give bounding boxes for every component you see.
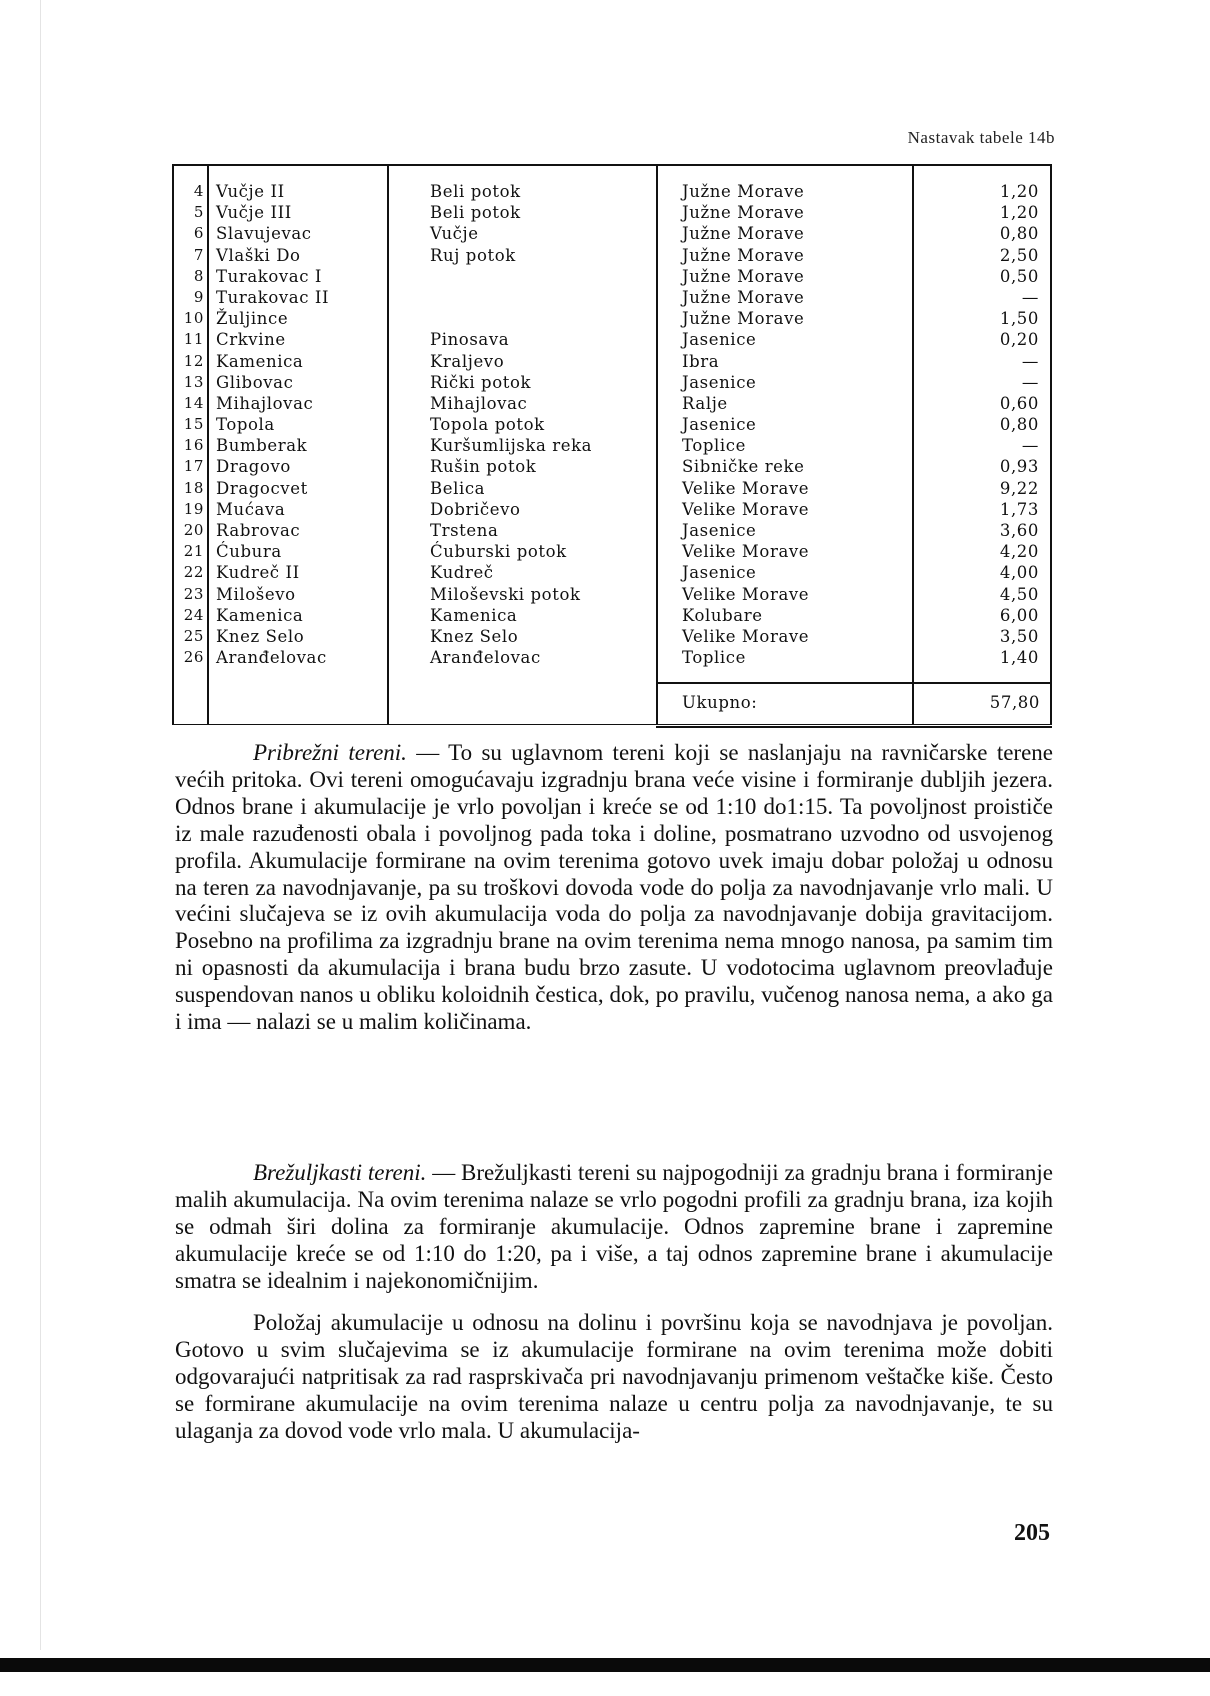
- basin-name: Južne Morave: [682, 224, 805, 244]
- reservoir-name: Rabrovac: [216, 521, 301, 540]
- table-row: [172, 266, 1052, 287]
- row-number: 10: [183, 309, 204, 328]
- row-number: 9: [193, 287, 204, 306]
- basin-name: Jasenice: [682, 372, 757, 392]
- volume-value: 4,00: [999, 563, 1039, 583]
- volume-value: 3,50: [999, 626, 1039, 646]
- row-number: 21: [183, 542, 204, 561]
- scan-edge-bar: [0, 1658, 1210, 1672]
- stream-name: Ruj potok: [430, 245, 516, 265]
- reservoir-name: Topola: [216, 415, 275, 435]
- volume-value: 0,80: [999, 415, 1039, 435]
- stream-name: Beli potok: [430, 182, 521, 201]
- table-row: [172, 329, 1052, 350]
- table-row: [172, 393, 1052, 414]
- basin-name: Kolubare: [682, 605, 763, 625]
- volume-value: 0,50: [999, 266, 1039, 286]
- volume-value: 1,20: [999, 203, 1039, 223]
- stream-name: Trstena: [430, 521, 499, 540]
- basin-name: Velike Morave: [682, 499, 810, 519]
- volume-value: 0,93: [999, 457, 1039, 477]
- stream-name: Pinosava: [430, 330, 510, 350]
- row-number: 14: [183, 393, 204, 412]
- row-number: 12: [183, 351, 204, 370]
- row-number: 20: [183, 521, 204, 539]
- table-row: [172, 499, 1052, 520]
- scan-margin-line: [40, 0, 41, 1650]
- stream-name: Belica: [430, 478, 486, 498]
- volume-value: 9,22: [999, 478, 1039, 498]
- reservoir-name: Žuljince: [216, 309, 289, 329]
- paragraph-heading: Pribrežni tereni.: [253, 740, 407, 765]
- row-number: 6: [193, 224, 204, 243]
- volume-value: 6,00: [999, 605, 1039, 625]
- table-continuation-note: Nastavak tabele 14b: [907, 128, 1055, 147]
- row-number: 4: [193, 182, 204, 200]
- row-number: 16: [183, 436, 204, 455]
- reservoir-name: Vučje III: [216, 203, 292, 223]
- basin-name: Velike Morave: [682, 626, 810, 646]
- paragraph-polozaj: [175, 1310, 1053, 1445]
- basin-name: Jasenice: [682, 521, 757, 540]
- row-number: 5: [193, 203, 204, 222]
- stream-name: Kuršumlijska reka: [430, 436, 593, 456]
- table-total-row: [656, 682, 1052, 728]
- basin-name: Sibničke reke: [682, 457, 805, 477]
- basin-name: Ibra: [682, 351, 720, 371]
- page-number: 205: [1014, 1520, 1050, 1546]
- reservoir-name: Aranđelovac: [216, 648, 327, 668]
- table-body: [172, 181, 1052, 668]
- table-row: [172, 287, 1052, 308]
- basin-name: Ralje: [682, 393, 728, 413]
- volume-value: 3,60: [999, 521, 1039, 540]
- paragraph-heading: Brežuljkasti tereni.: [253, 1160, 427, 1185]
- paragraph-pribrezni: [175, 740, 1053, 1036]
- basin-name: Toplice: [682, 436, 746, 456]
- row-number: 23: [183, 584, 204, 603]
- reservoir-name: Glibovac: [216, 372, 294, 392]
- basin-name: Velike Morave: [682, 584, 810, 604]
- volume-value: 0,60: [999, 393, 1039, 413]
- row-number: 19: [183, 499, 204, 518]
- table-row: [172, 605, 1052, 626]
- reservoir-name: Dragocvet: [216, 478, 308, 498]
- paragraph-text: — To su uglavnom tereni koji se naslanjaju na ravničarske terene većih pritoka. Ovi tereni omogućavaju izgradnju brana veće visine i formiranje dubljih jezera. Odnos brane i akumulacije je vrlo povoljan i kreće se od 1:10 do1:15. Ta povoljnost proističe iz male razuđenosti obala i povoljnog pada toka i doline, posmatrano uzvodno od usvojenog profila. Akumulacije formirane na ovim terenima gotovo uvek imaju dobar položaj u odnosu na teren za navodnjavanje, pa su troškovi dovoda vode do polja za navodnjavanje vrlo mali. U većini slučajeva se iz ovih akumulacija voda do polja za navodnjavanje dobija gravitacijom. Posebno na profilima za izgradnju brane na ovim terenima nema mnogo nanosa, pa samim tim ni opasnosti da akumulacija i brana budu brzo zasute. U vodotocima uglavnom preovlađuje suspendovan nanos u obliku koloidnih čestica, dok, po pravilu, vučenog nanosa nema, a ako ga i ima — nalazi se u malim količinama.: [175, 740, 1053, 1035]
- stream-name: Aranđelovac: [430, 648, 541, 668]
- table-row: [172, 584, 1052, 605]
- stream-name: Knez Selo: [430, 626, 519, 646]
- basin-name: Velike Morave: [682, 478, 810, 498]
- stream-name: Miloševski potok: [430, 584, 581, 604]
- row-number: 25: [183, 626, 204, 645]
- stream-name: Topola potok: [430, 415, 545, 435]
- table-row: [172, 308, 1052, 329]
- volume-value: —: [1021, 351, 1039, 371]
- total-label: Ukupno:: [682, 693, 758, 712]
- reservoir-name: Miloševo: [216, 584, 296, 604]
- reservoir-name: Kamenica: [216, 605, 304, 625]
- reservoir-name: Kudreč II: [216, 563, 300, 583]
- table-row: [172, 541, 1052, 562]
- basin-name: Velike Morave: [682, 542, 810, 562]
- table-row: [172, 520, 1052, 541]
- table-row: [172, 223, 1052, 244]
- row-number: 15: [183, 415, 204, 434]
- basin-name: Jasenice: [682, 563, 757, 583]
- reservoir-name: Dragovo: [216, 457, 291, 477]
- reservoir-name: Vlaški Do: [216, 245, 301, 265]
- reservoir-name: Ćubura: [216, 542, 282, 562]
- table-row: [172, 372, 1052, 393]
- basin-name: Južne Morave: [682, 203, 805, 223]
- stream-name: Rički potok: [430, 372, 532, 392]
- volume-value: —: [1021, 372, 1039, 392]
- volume-value: 4,20: [999, 542, 1039, 562]
- volume-value: 0,80: [999, 224, 1039, 244]
- basin-name: Južne Morave: [682, 245, 805, 265]
- volume-value: —: [1021, 436, 1039, 456]
- reservoir-name: Crkvine: [216, 330, 286, 350]
- basin-name: Južne Morave: [682, 182, 805, 201]
- row-number: 18: [183, 478, 204, 497]
- reservoir-table: [172, 164, 1052, 725]
- volume-value: —: [1021, 287, 1039, 307]
- table-row: [172, 456, 1052, 477]
- basin-name: Južne Morave: [682, 287, 805, 307]
- reservoir-name: Kamenica: [216, 351, 304, 371]
- stream-name: Vučje: [430, 224, 479, 244]
- row-number: 8: [193, 266, 204, 285]
- basin-name: Toplice: [682, 648, 746, 668]
- basin-name: Južne Morave: [682, 309, 805, 329]
- reservoir-name: Mihajlovac: [216, 393, 314, 413]
- row-number: 24: [183, 605, 204, 624]
- reservoir-name: Knez Selo: [216, 626, 305, 646]
- stream-name: Kudreč: [430, 563, 494, 583]
- volume-value: 4,50: [999, 584, 1039, 604]
- reservoir-name: Vučje II: [216, 182, 285, 201]
- table-row: [172, 435, 1052, 456]
- stream-name: Kraljevo: [430, 351, 505, 371]
- volume-value: 0,20: [999, 330, 1039, 350]
- volume-value: 1,20: [999, 182, 1039, 201]
- table-row: [172, 647, 1052, 668]
- stream-name: Mihajlovac: [430, 393, 528, 413]
- stream-name: Beli potok: [430, 203, 521, 223]
- reservoir-name: Bumberak: [216, 436, 308, 456]
- row-number: 7: [193, 245, 204, 264]
- paragraph-brezuljkasti: [175, 1160, 1053, 1295]
- stream-name: Dobričevo: [430, 499, 521, 519]
- basin-name: Južne Morave: [682, 266, 805, 286]
- basin-name: Jasenice: [682, 415, 757, 435]
- row-number: 13: [183, 372, 204, 391]
- paragraph-text: Položaj akumulacije u odnosu na dolinu i površinu koja se navodnjava je povoljan. Gotovo u svim slučajevima se iz akumulacije formirane na ovim terenima može dobiti odgovarajući natpritisak za rad rasprskivača pri navodnjavanju primenom veštačke kiše. Često se formirane akumulacije na ovim terenima nalaze u centru polja za navodnjavanje, te su ulaganja za dovod vode vrlo mala. U akumulacija-: [175, 1310, 1053, 1443]
- stream-name: Kamenica: [430, 605, 518, 625]
- reservoir-name: Mućava: [216, 499, 286, 519]
- table-row: [172, 414, 1052, 435]
- reservoir-name: Turakovac II: [216, 287, 330, 307]
- stream-name: Ćuburski potok: [430, 542, 567, 562]
- volume-value: 1,73: [999, 499, 1039, 519]
- table-row: [172, 478, 1052, 499]
- basin-name: Jasenice: [682, 330, 757, 350]
- volume-value: 1,40: [999, 648, 1039, 668]
- paragraph-text: — Brežuljkasti tereni su najpogodniji za gradnju brana i formiranje malih akumulacija. Na ovim terenima nalaze se vrlo pogodni profili za gradnju brana, iza kojih se odmah širi dolina za formiranje akumulacije. Odnos zapremine brane i zapremine akumulacije kreće se od 1:10 do 1:20, pa i više, a taj odnos zapremine brane i akumulacije smatra se idealnim i najekonomičnijim.: [175, 1160, 1053, 1293]
- table-row: [172, 202, 1052, 223]
- table-row: [172, 181, 1052, 202]
- table-row: [172, 626, 1052, 647]
- stream-name: Rušin potok: [430, 457, 537, 477]
- total-value: 57,80: [989, 693, 1040, 712]
- table-row: [172, 245, 1052, 266]
- table-row: [172, 562, 1052, 583]
- row-number: 22: [183, 563, 204, 582]
- row-number: 17: [183, 457, 204, 476]
- volume-value: 2,50: [999, 245, 1039, 265]
- reservoir-name: Turakovac I: [216, 266, 323, 286]
- reservoir-name: Slavujevac: [216, 224, 312, 244]
- volume-value: 1,50: [999, 309, 1039, 329]
- row-number: 11: [183, 330, 204, 349]
- row-number: 26: [183, 648, 204, 667]
- table-row: [172, 351, 1052, 372]
